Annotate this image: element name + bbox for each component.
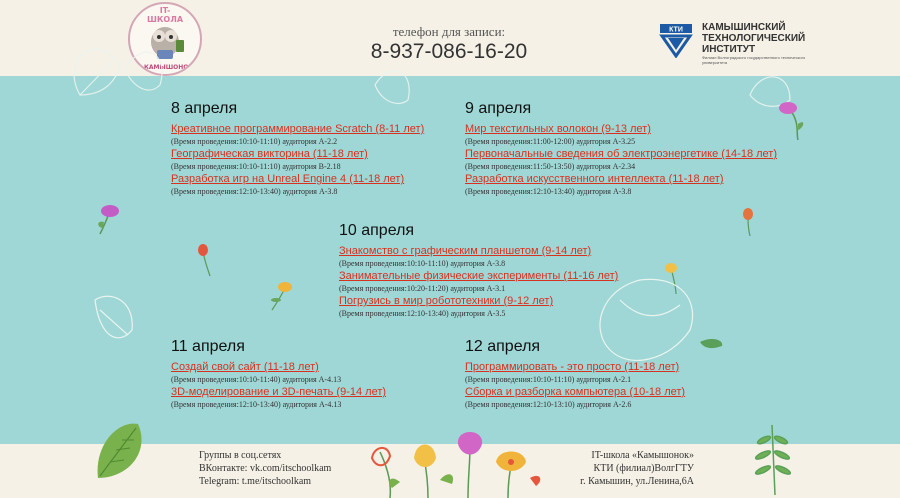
day-date: 10 апреля: [339, 222, 415, 239]
pink-flower-icon: [779, 102, 803, 140]
flower-bouquet-icon: [372, 432, 540, 498]
red-tulip-icon: [743, 208, 753, 236]
event-link[interactable]: Программировать - это просто (11-18 лет): [465, 361, 680, 373]
event-time: (Время проведения:10:10-11:10) аудитория А-3.8: [339, 259, 506, 268]
event-link[interactable]: Географическая викторина (11-18 лет): [171, 148, 368, 160]
event-link[interactable]: Разработка игр на Unreal Engine 4 (11-18 лет): [171, 173, 405, 185]
event-time: (Время проведения:11:00-12:00) аудитория А-3.25: [465, 137, 636, 146]
event-time: (Время проведения:11:50-13:50) аудитория А-2.34: [465, 162, 636, 171]
event-time: (Время проведения:10:10-11:10) аудитория А-2.1: [465, 375, 632, 384]
telegram-link[interactable]: Telegram: t.me/itschoolkam: [199, 476, 312, 487]
logo-top-text: IT-ШКОЛА: [146, 6, 184, 24]
outline-leaf-icon: [74, 49, 790, 106]
logo-bottom-text: КАМЫШОНОК: [144, 64, 194, 71]
event-time: (Время проведения:10:20-11:20) аудитория А-3.1: [339, 284, 506, 293]
event-link[interactable]: Разработка искусственного интеллекта (11-18 лет): [465, 173, 724, 185]
day-date: 8 апреля: [171, 100, 238, 117]
institute-name: КТИ (филиал)ВолгГТУ: [593, 463, 694, 474]
event-time: (Время проведения:12:10-13:40) аудитория А-3.8: [171, 187, 338, 196]
phone-number: 8-937-086-16-20: [370, 40, 528, 63]
outline-flower-icon: [95, 279, 693, 360]
fern-icon: [755, 425, 792, 495]
green-leaf-icon: [700, 339, 722, 348]
event-time: (Время проведения:12:10-13:40) аудитория А-3.8: [465, 187, 632, 196]
event-link[interactable]: Мир текстильных волокон (9-13 лет): [465, 123, 651, 135]
yellow-flower-icon: [665, 263, 677, 294]
event-link[interactable]: 3D-моделирование и 3D-печать (9-14 лет): [171, 386, 387, 398]
event-time: (Время проведения:12:10-13:40) аудитория А-3.5: [339, 309, 506, 318]
yellow-flower-icon: [271, 282, 292, 310]
green-leaf-icon: [98, 424, 142, 478]
kti-abbr: КТИ: [669, 26, 683, 34]
kti-subtitle: Филиал Волгоградского государственного технического университета: [702, 55, 806, 65]
event-link[interactable]: Создай свой сайт (11-18 лет): [171, 361, 319, 373]
vk-link[interactable]: ВКонтакте: vk.com/itschoolkam: [199, 463, 332, 474]
event-link[interactable]: Первоначальные сведения об электроэнергетике (14-18 лет): [465, 148, 778, 160]
event-time: (Время проведения:10:10-11:10) аудитория А-2.2: [171, 137, 338, 146]
red-tulip-icon: [198, 244, 210, 276]
school-name: IT-школа «Камышонок»: [591, 450, 694, 461]
event-link[interactable]: Знакомство с графическим планшетом (9-14 лет): [339, 245, 592, 257]
phone-caption: телефон для записи:: [392, 24, 506, 39]
pink-flower-icon: [98, 205, 119, 234]
day-date: 11 апреля: [171, 338, 245, 355]
event-time: (Время проведения:12:10-13:10) аудитория А-2.6: [465, 400, 632, 409]
kti-title-line2: ТЕХНОЛОГИЧЕСКИЙ: [702, 33, 806, 44]
social-heading: Группы в соц.сетях: [199, 450, 282, 461]
kti-title-line3: ИНСТИТУТ: [702, 44, 756, 55]
event-link[interactable]: Сборка и разборка компьютера (10-18 лет): [465, 386, 686, 398]
event-time: (Время проведения:10:10-11:40) аудитория А-4.13: [171, 375, 342, 384]
day-date: 9 апреля: [465, 100, 532, 117]
event-time: (Время проведения:12:10-13:40) аудитория А-4.13: [171, 400, 342, 409]
event-time: (Время проведения:10:10-11:10) аудитория В-2.18: [171, 162, 341, 171]
event-link[interactable]: Занимательные физические эксперименты (11-16 лет): [339, 270, 619, 282]
event-link[interactable]: Креативное программирование Scratch (8-11 лет): [171, 123, 425, 135]
event-link[interactable]: Погрузись в мир робототехники (9-12 лет): [339, 295, 554, 307]
address: г. Камышин, ул.Ленина,6А: [580, 476, 694, 487]
kti-title-line1: КАМЫШИНСКИЙ: [702, 22, 786, 33]
day-date: 12 апреля: [465, 338, 541, 355]
